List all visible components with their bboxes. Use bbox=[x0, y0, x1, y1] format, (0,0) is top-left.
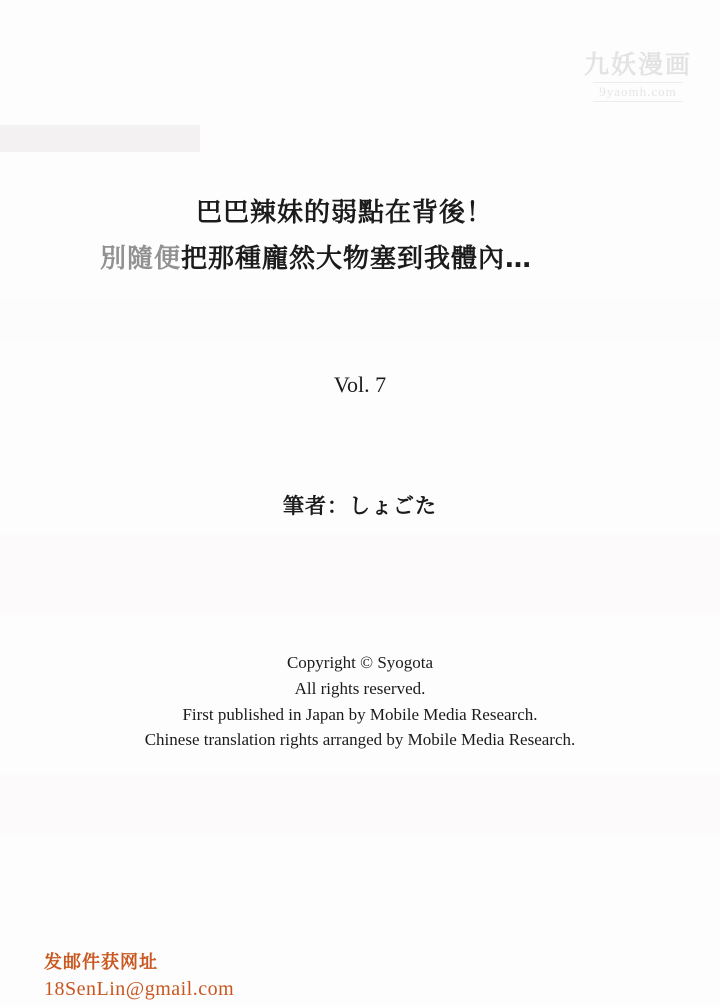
page-title-line-2-faded: 別隨便 bbox=[100, 244, 182, 274]
copyright-block bbox=[0, 650, 720, 753]
copyright-line-4: Chinese translation rights arranged by Mobile Media Research. bbox=[144, 730, 576, 750]
footer-contact bbox=[44, 948, 234, 1001]
background-band bbox=[0, 125, 200, 152]
background-band bbox=[0, 775, 720, 835]
footer-email-text[interactable]: 18SenLin@gmail.com bbox=[44, 978, 235, 1000]
footer-notice-text: 发邮件获网址 bbox=[44, 952, 158, 973]
page-title-line-2 bbox=[100, 246, 720, 272]
background-band bbox=[0, 300, 720, 340]
copyright-line-3: First published in Japan by Mobile Media Research. bbox=[182, 704, 538, 724]
copyright-line-2: All rights reserved. bbox=[294, 678, 426, 698]
volume-label: Vol. 7 bbox=[333, 372, 387, 397]
author-label: 筆者：しょごた bbox=[283, 494, 437, 518]
copyright-line-1: Copyright © Syogota bbox=[286, 653, 434, 672]
watermark-logo-text: 九妖漫画 bbox=[583, 50, 692, 79]
site-watermark bbox=[584, 52, 692, 102]
page-title-line-2-main: 把那種龐然大物塞到我體內… bbox=[181, 244, 533, 274]
watermark-url-text: 9yaomh.com bbox=[593, 82, 683, 102]
page-title-line-1: 巴巴辣妹的弱點在背後！ bbox=[196, 198, 494, 228]
title-block bbox=[0, 200, 720, 272]
background-band bbox=[0, 535, 720, 615]
